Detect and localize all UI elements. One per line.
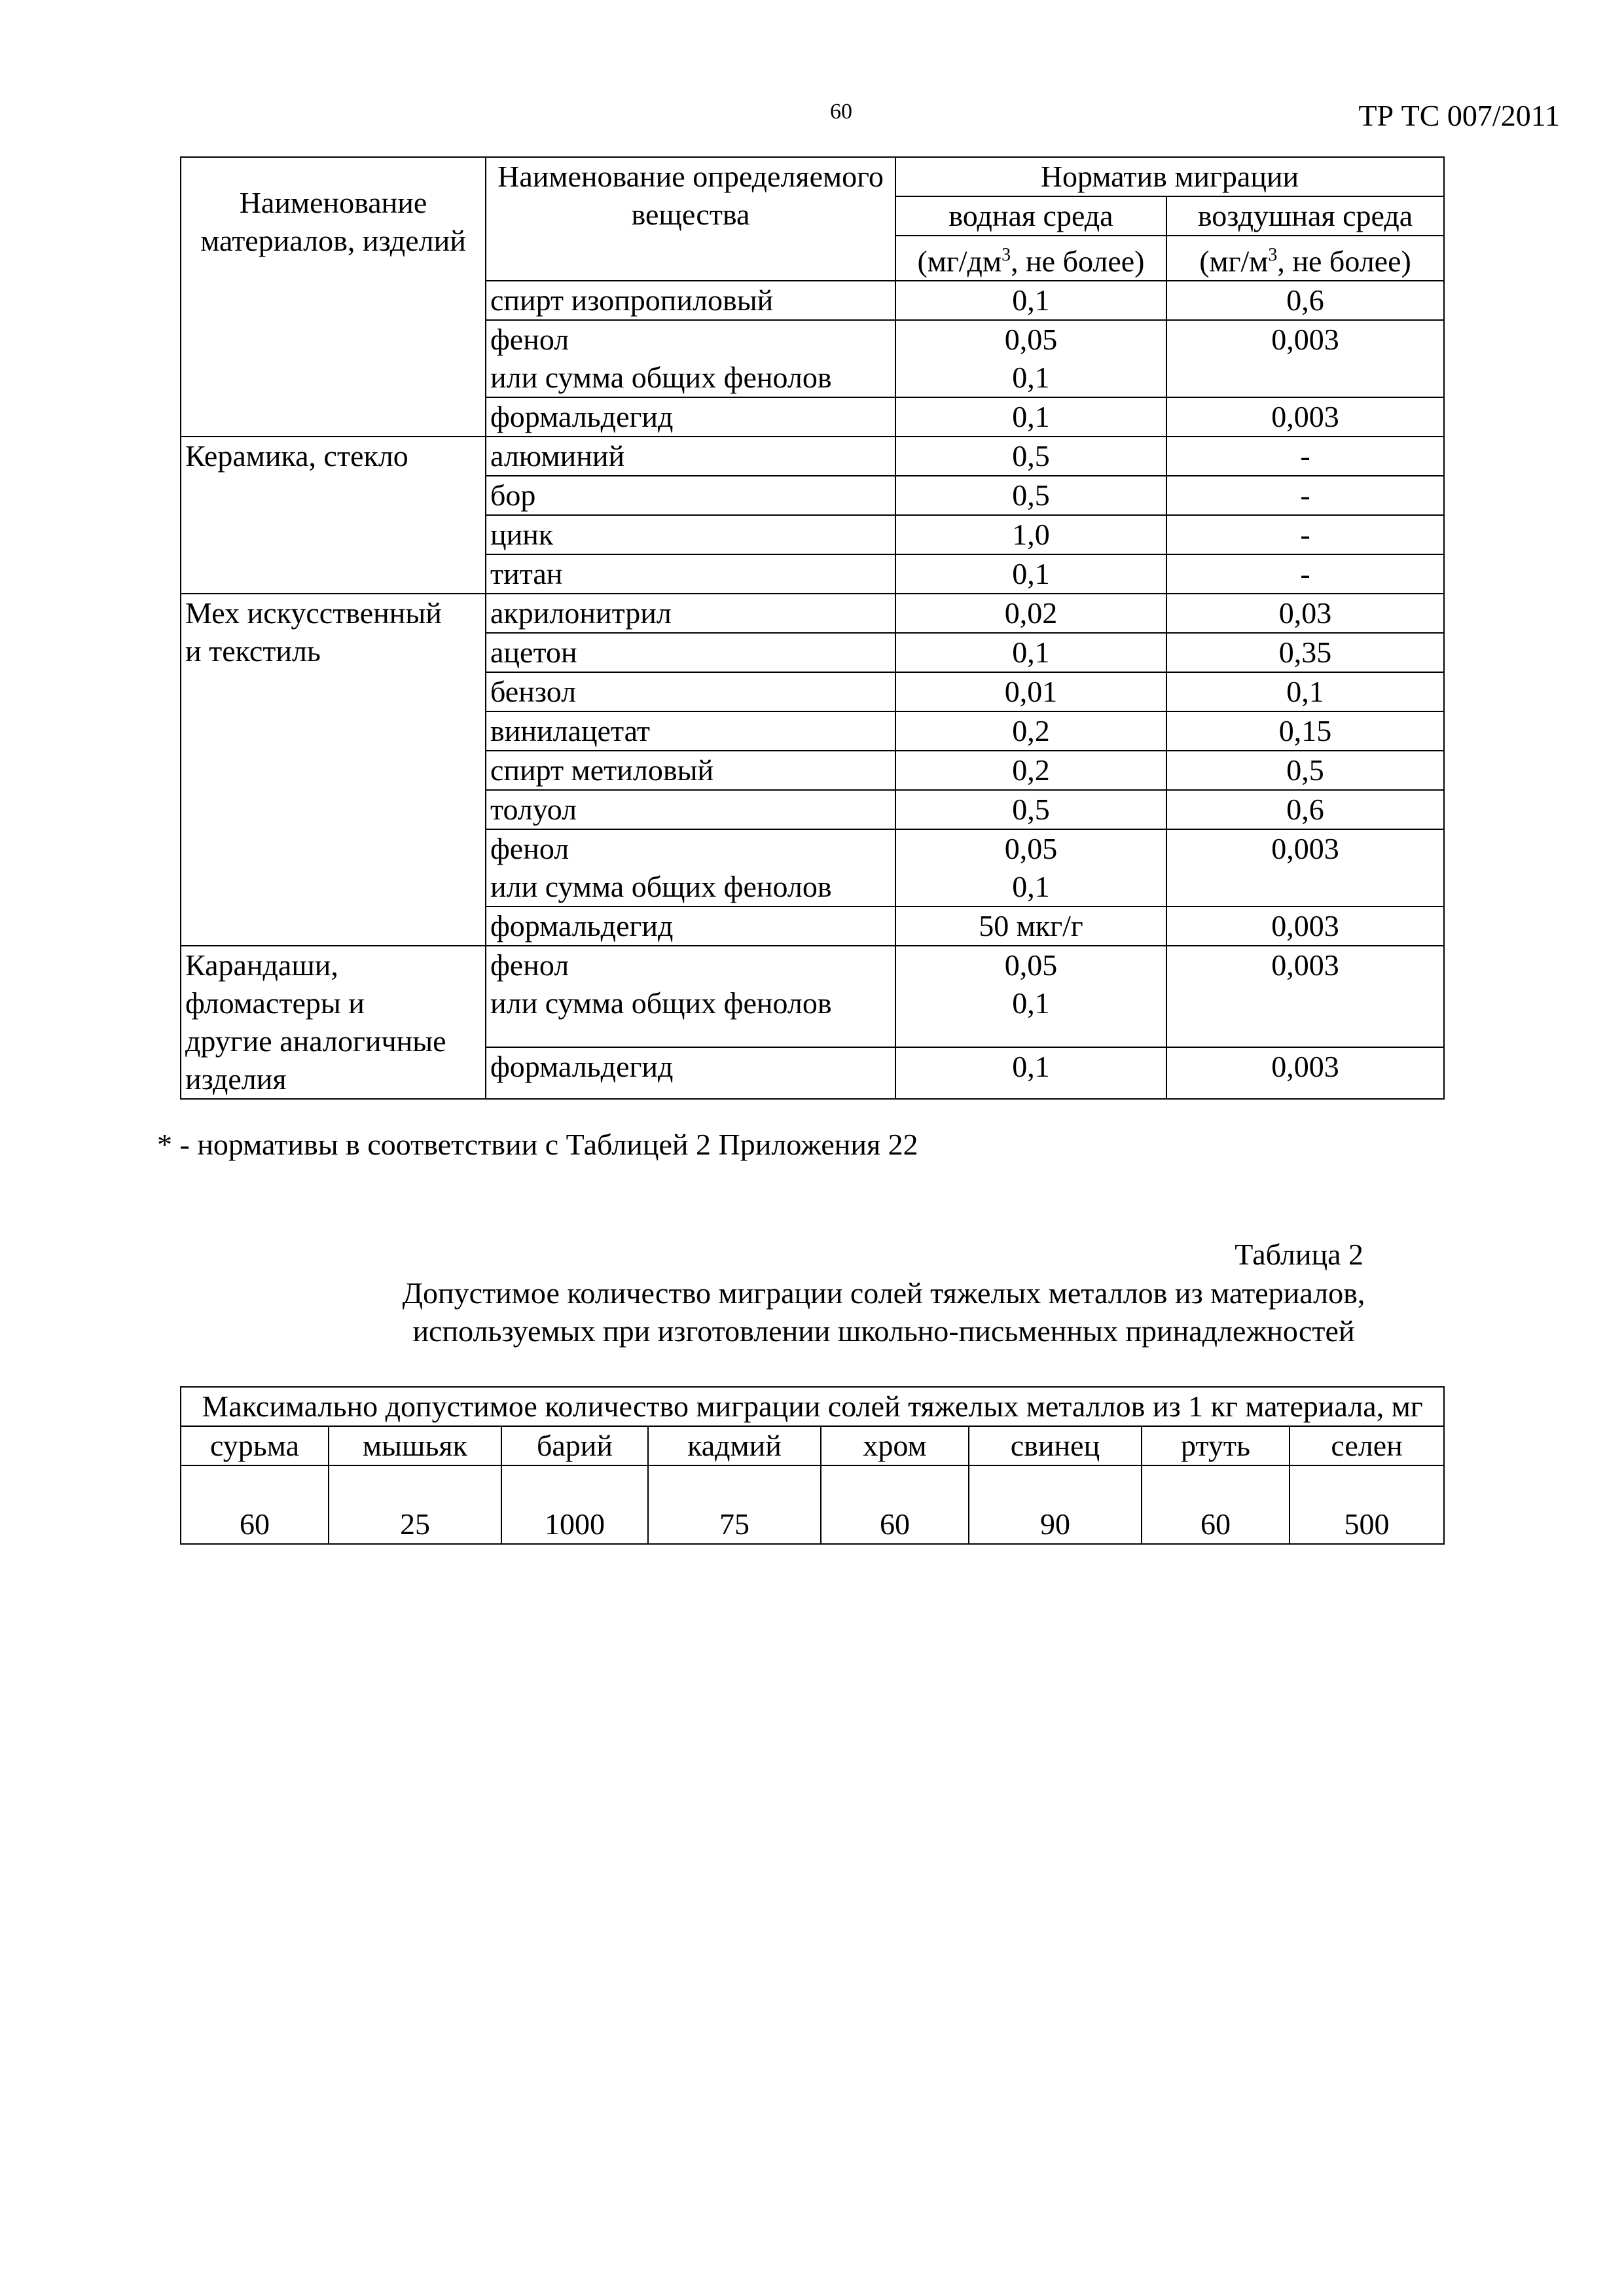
metal-value-cell: 60	[821, 1465, 969, 1544]
substance-cell: ацетон	[486, 633, 895, 672]
air-norm-cell: 0,003	[1166, 829, 1444, 906]
metal-name-cell: барий	[501, 1426, 648, 1465]
water-norm-cell: 0,05 0,1	[895, 829, 1166, 906]
water-norm-cell: 0,1	[895, 397, 1166, 437]
substance-cell: формальдегид	[486, 1047, 895, 1099]
metal-value-cell: 1000	[501, 1465, 648, 1544]
header-substance: Наименование определяемого вещества	[486, 157, 895, 281]
table2-title	[327, 1274, 1440, 1350]
metal-value-cell: 60	[1142, 1465, 1290, 1544]
table2-header: Максимально допустимое количество миграции солей тяжелых металлов из 1 кг материала, мг	[181, 1387, 1444, 1426]
metal-value-cell: 60	[181, 1465, 329, 1544]
substance-cell: фенол или сумма общих фенолов	[486, 320, 895, 397]
water-norm-cell: 0,1	[895, 1047, 1166, 1099]
substance-cell: акрилонитрил	[486, 594, 895, 633]
metal-name-cell: селен	[1290, 1426, 1444, 1465]
table-row	[181, 594, 1444, 633]
metal-name-cell: сурьма	[181, 1426, 329, 1465]
table2-title-line2: используемых при изготовлении школьно-письменных принадлежностей	[412, 1314, 1355, 1348]
material-cell: Карандаши, фломастеры и другие аналогичные изделия	[181, 946, 486, 1099]
metal-value-cell: 500	[1290, 1465, 1444, 1544]
air-norm-cell: -	[1166, 437, 1444, 476]
air-norm-cell: 0,35	[1166, 633, 1444, 672]
header-water-unit: ($мг/дм^3$, не более)	[895, 236, 1166, 281]
water-norm-cell: 0,5	[895, 476, 1166, 515]
air-norm-cell: 0,6	[1166, 790, 1444, 829]
header-materials: Наименование материалов, изделий	[181, 157, 486, 281]
air-norm-cell: 0,003	[1166, 320, 1444, 397]
air-norm-cell: -	[1166, 515, 1444, 554]
water-norm-cell: 0,5	[895, 437, 1166, 476]
substance-cell: фенол или сумма общих фенолов	[486, 946, 895, 1047]
material-cell: Мех искусственный и текстиль	[181, 594, 486, 946]
header-water: водная среда	[895, 196, 1166, 236]
substance-cell: алюминий	[486, 437, 895, 476]
substance-cell: винилацетат	[486, 711, 895, 751]
substance-cell: титан	[486, 554, 895, 594]
water-norm-cell: 0,05 0,1	[895, 946, 1166, 1047]
substance-cell: толуол	[486, 790, 895, 829]
metal-name-cell: ртуть	[1142, 1426, 1290, 1465]
water-norm-cell: 0,1	[895, 633, 1166, 672]
air-norm-cell: 0,003	[1166, 906, 1444, 946]
air-norm-cell: -	[1166, 554, 1444, 594]
water-norm-cell: 50 мкг/г	[895, 906, 1166, 946]
air-norm-cell: 0,03	[1166, 594, 1444, 633]
substance-cell: бензол	[486, 672, 895, 711]
metal-value-cell: 75	[648, 1465, 821, 1544]
header-air: воздушная среда	[1166, 196, 1444, 236]
header-air-unit: ($мг/м^3$, не более)	[1166, 236, 1444, 281]
document-code: ТР ТС 007/2011	[1358, 99, 1560, 132]
air-norm-cell: 0,15	[1166, 711, 1444, 751]
metal-name-cell: хром	[821, 1426, 969, 1465]
footnote: * - нормативы в соответствии с Таблицей 2 Приложения 22	[157, 1128, 918, 1161]
page-number: 60	[830, 99, 852, 124]
air-norm-cell: 0,6	[1166, 281, 1444, 320]
water-norm-cell: 0,01	[895, 672, 1166, 711]
table2-label: Таблица 2	[1235, 1238, 1363, 1271]
water-norm-cell: 0,1	[895, 554, 1166, 594]
table-row	[181, 437, 1444, 476]
substance-cell: бор	[486, 476, 895, 515]
air-norm-cell: 0,1	[1166, 672, 1444, 711]
substance-cell: спирт изопропиловый	[486, 281, 895, 320]
table2-title-line1: Допустимое количество миграции солей тяжелых металлов из материалов,	[402, 1276, 1365, 1310]
table-row	[181, 946, 1444, 1047]
metal-name-cell: свинец	[969, 1426, 1142, 1465]
air-norm-cell: 0,003	[1166, 397, 1444, 437]
metal-value-cell: 25	[329, 1465, 501, 1544]
substance-cell: фенол или сумма общих фенолов	[486, 829, 895, 906]
table-row	[181, 281, 1444, 320]
substance-cell: спирт метиловый	[486, 751, 895, 790]
air-norm-cell: 0,5	[1166, 751, 1444, 790]
metal-name-cell: кадмий	[648, 1426, 821, 1465]
material-cell: Керамика, стекло	[181, 437, 486, 594]
metal-name-cell: мышьяк	[329, 1426, 501, 1465]
material-cell	[181, 281, 486, 437]
air-norm-cell: -	[1166, 476, 1444, 515]
water-norm-cell: 0,5	[895, 790, 1166, 829]
header-norm: Норматив миграции	[895, 157, 1444, 196]
water-norm-cell: 0,02	[895, 594, 1166, 633]
water-norm-cell: 1,0	[895, 515, 1166, 554]
water-norm-cell: 0,2	[895, 711, 1166, 751]
water-norm-cell: 0,2	[895, 751, 1166, 790]
substance-cell: формальдегид	[486, 906, 895, 946]
substance-cell: формальдегид	[486, 397, 895, 437]
air-norm-cell: 0,003	[1166, 946, 1444, 1047]
heavy-metals-table	[180, 1386, 1445, 1545]
migration-norms-table	[180, 156, 1445, 1100]
water-norm-cell: 0,05 0,1	[895, 320, 1166, 397]
water-norm-cell: 0,1	[895, 281, 1166, 320]
metal-value-cell: 90	[969, 1465, 1142, 1544]
substance-cell: цинк	[486, 515, 895, 554]
air-norm-cell: 0,003	[1166, 1047, 1444, 1099]
